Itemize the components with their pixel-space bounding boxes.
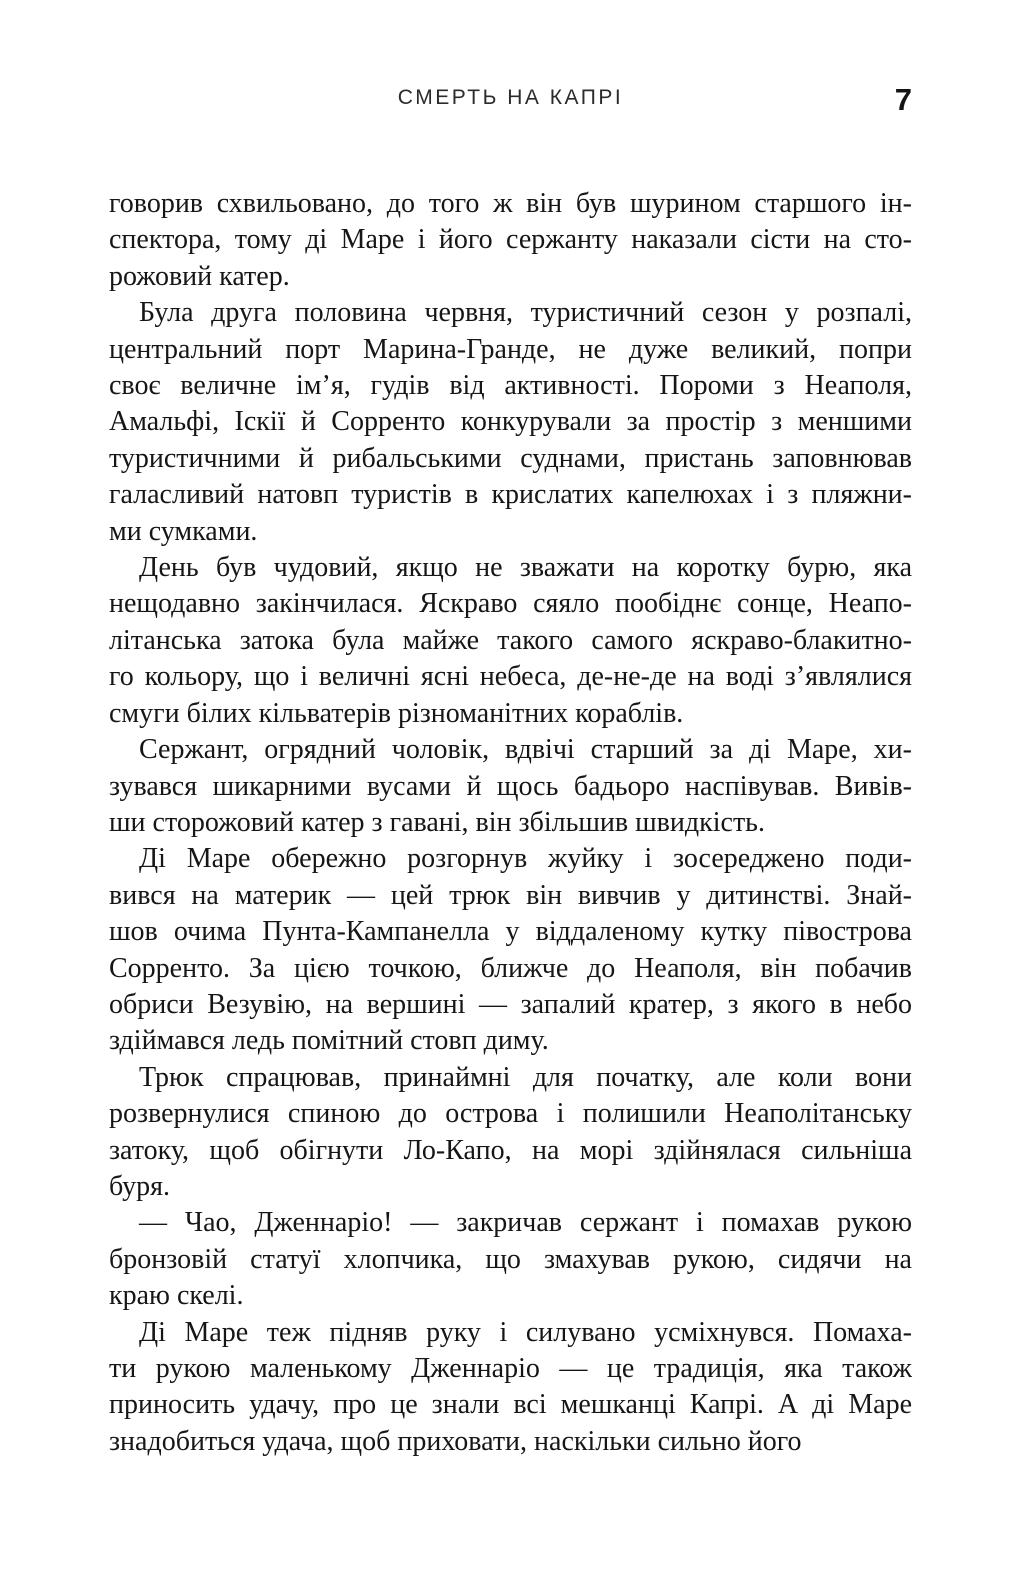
text-line: Сорренто. За цією точкою, ближче до Неаполя, він побачив xyxy=(109,952,912,984)
page-header xyxy=(109,0,912,130)
text-line: Сержант, огрядний чоловік, вдвічі старший за ді Маре, хи- xyxy=(139,734,912,766)
text-line: галасливий натовп туристів в крислатих капелюхах і з пляжни- xyxy=(109,479,912,511)
text-line: затоку, щоб обігнути Ло-Капо, на морі здійнялася сильніша xyxy=(109,1134,912,1166)
text-line: своє величне ім’я, гудів від активності. Пороми з Неаполя, xyxy=(109,370,912,402)
text-line: ми сумками. xyxy=(109,515,258,547)
text-line: центральний порт Марина-Гранде, не дуже великий, попри xyxy=(109,333,912,365)
body-text xyxy=(109,186,912,1460)
text-line: вився на материк — цей трюк він вивчив у дитинстві. Знай- xyxy=(109,879,912,911)
text-line: Була друга половина червня, туристичний сезон у розпалі, xyxy=(139,297,912,329)
text-line: знадобиться удача, щоб приховати, наскільки сильно його xyxy=(109,1425,802,1457)
text-line: говорив схвильовано, до того ж він був шурином старшого ін- xyxy=(109,188,912,219)
text-line: бронзовій статуї хлопчика, що змахував рукою, сидячи на xyxy=(109,1243,912,1275)
text-line: приносить удачу, про це знали всі мешканці Капрі. А ді Маре xyxy=(109,1389,912,1421)
text-line: буря. xyxy=(109,1170,171,1202)
text-line: Ді Маре теж підняв руку і силувано усміхнувся. Помаха- xyxy=(139,1316,912,1348)
text-line: ши сторожовий катер з гавані, він збільшив швидкість. xyxy=(109,806,765,838)
page-number: 7 xyxy=(894,82,912,117)
text-line: розвернулися спиною до острова і полишили Неаполітанську xyxy=(109,1098,912,1130)
text-line: краю скелі. xyxy=(109,1280,244,1312)
text-line: шов очима Пунта-Кампанелла у віддаленому кутку півострова xyxy=(109,916,912,948)
text-line: Ді Маре обережно розгорнув жуйку і зосереджено поди- xyxy=(139,843,912,875)
text-line: го кольору, що і величні ясні небеса, де-не-де на воді з’являлися xyxy=(109,661,912,693)
text-line: День був чудовий, якщо не зважати на коротку бурю, яка xyxy=(139,552,912,584)
text-line: обриси Везувію, на вершині — запалий кратер, з якого в небо xyxy=(109,988,912,1020)
text-line: літанська затока була майже такого самого яскраво-блакитно- xyxy=(109,624,912,656)
text-line: Трюк спрацював, принаймні для початку, але коли вони xyxy=(139,1061,912,1093)
text-line: — Чао, Дженнаріо! — закричав сержант і помахав рукою xyxy=(139,1207,912,1239)
text-line: туристичними й рибальськими суднами, пристань заповнював xyxy=(109,442,912,474)
text-line: смуги білих кільватерів різноманітних кораблів. xyxy=(109,697,684,729)
text-line: Амальфі, Іскії й Сорренто конкурували за простір з меншими xyxy=(109,406,912,438)
text-line: зувався шикарними вусами й щось бадьоро наспівував. Вивів- xyxy=(109,770,912,802)
text-line: ти рукою маленькому Дженнаріо — це традиція, яка також xyxy=(109,1353,912,1384)
running-head-title: СМЕРТЬ НА КАПРІ xyxy=(397,86,624,109)
text-line: здіймався ледь помітний стовп диму. xyxy=(109,1025,549,1057)
text-line: спектора, тому ді Маре і його сержанту наказали сісти на сто- xyxy=(109,224,912,256)
text-line: нещодавно закінчилася. Яскраво сяяло пообіднє сонце, Неапо- xyxy=(109,588,912,620)
text-line: рожовий катер. xyxy=(109,260,290,292)
